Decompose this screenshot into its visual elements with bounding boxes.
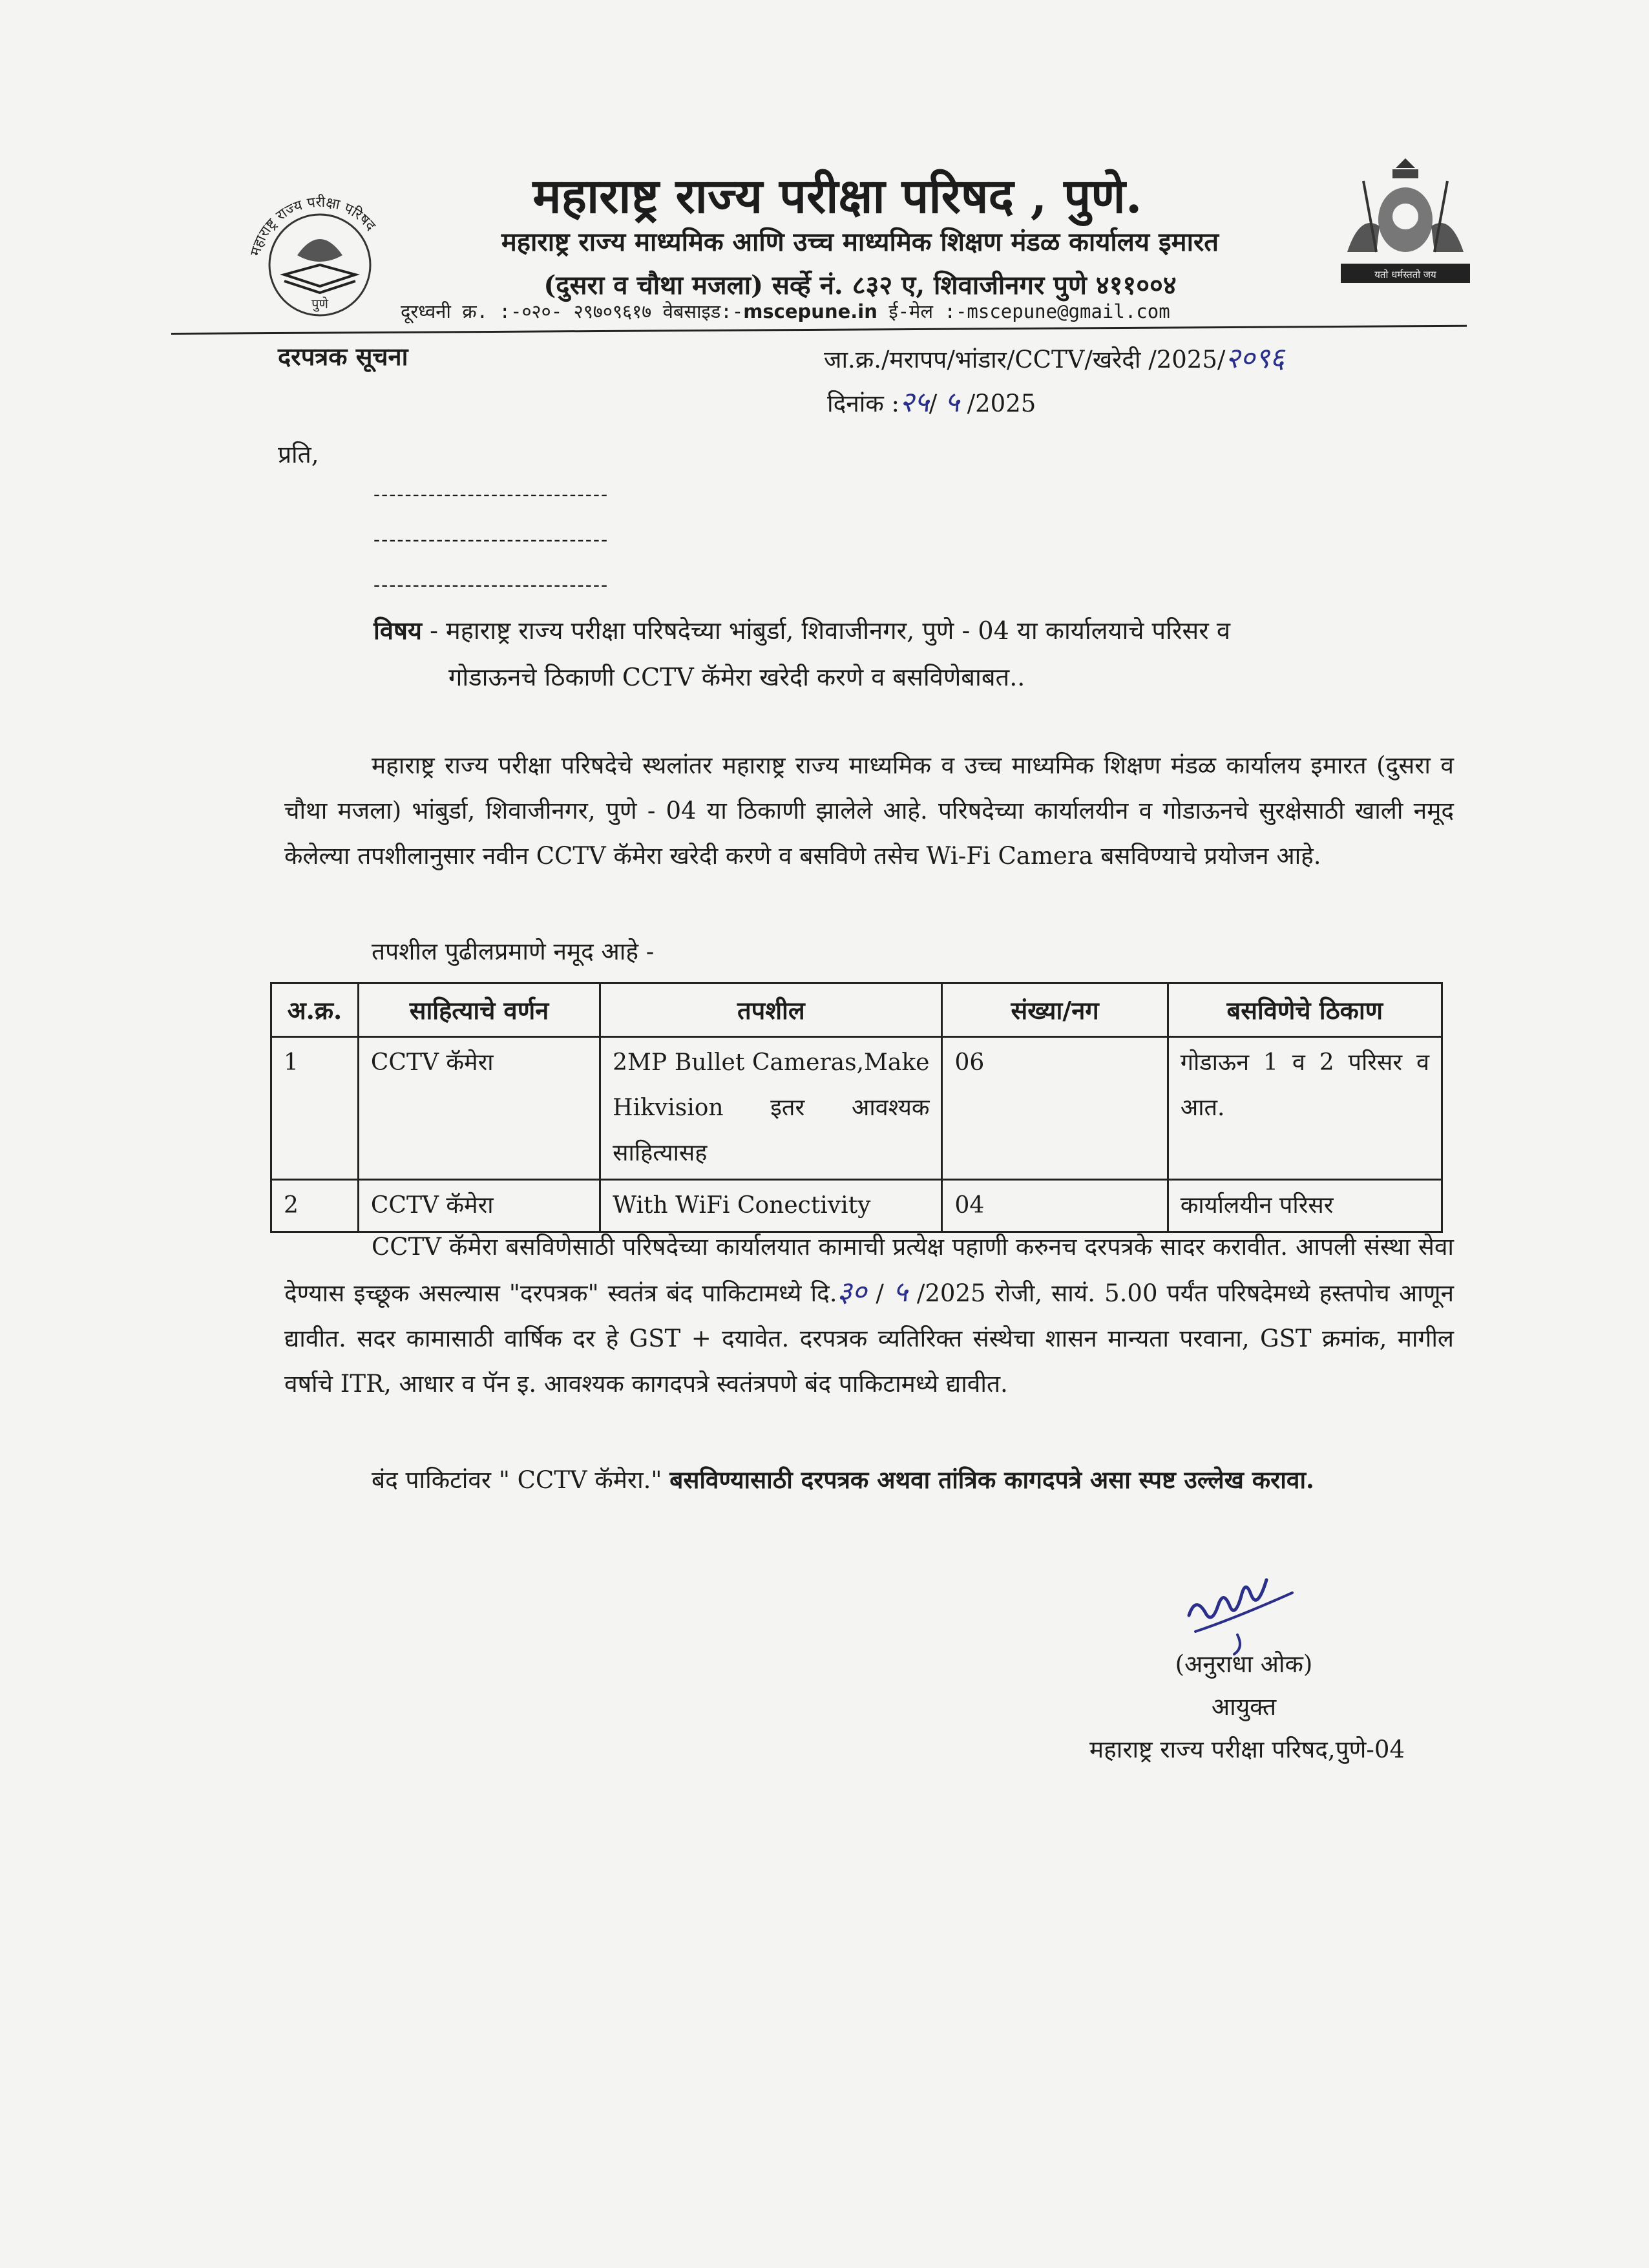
body-paragraph-4 [284,1457,1454,1503]
table-row [271,1037,1442,1180]
subject-line-2: गोडाऊनचे ठिकाणी CCTV कॅमेरा खरेदी करणे व बसविणेबाबत.. [448,663,1025,691]
para4-text-a: बंद पाकिटांवर " CCTV कॅमेरा." [372,1466,670,1494]
logo-city-text: पुणे [311,296,328,311]
table-cell: 1 [271,1037,359,1180]
table-cell: 2 [271,1180,359,1232]
letter-date: दिनांक :२५/ ५ /2025 [827,386,1036,419]
date-month: ५ [945,386,960,419]
signatory-designation: आयुक्त [1211,1693,1277,1721]
phone-text: दूरध्वनी क्र. :-०२०- २९७०९६१७ वेबसाइड:- [401,300,744,322]
logo-arc-text: महाराष्ट्र राज्य परीक्षा परिषद [247,194,379,258]
contact-line [401,299,1170,324]
items-table [270,982,1443,1233]
table-cell: 04 [942,1180,1168,1232]
table-header-cell: संख्या/नग [942,983,1168,1037]
table-cell: कार्यालयीन परिसर [1168,1180,1442,1232]
signatory-office: महाराष्ट्र राज्य परीक्षा परिषद,पुणे-04 [1089,1736,1405,1763]
table-header-cell: अ.क्र. [271,983,359,1037]
body-paragraph-2: तपशील पुढीलप्रमाणे नमूद आहे - [372,938,655,965]
subject-label: विषय [373,616,422,645]
table-cell: 06 [942,1037,1168,1180]
deadline-day: ३० [837,1276,867,1308]
recipient-blank-line-3: ------------------------------ [373,574,609,596]
reference-number [824,337,1285,376]
deadline-month: ५ [892,1276,908,1308]
recipient-blank-line-2: ------------------------------ [373,529,609,551]
email-label: ई-मेल :- [877,300,967,322]
body-paragraph-1: महाराष्ट्र राज्य परीक्षा परिषदेचे स्थलांतर महाराष्ट्र राज्य माध्यमिक व उच्च माध्यमिक शिक्षण मंडळ कार्यालय इमारत (दुसरा व चौथा मजला) भांबुर्डा, शिवाजीनगर, पुणे - 04 या ठिकाणी झालेले आहे. परिषदेच्या कार्यालयीन व गोडाऊनचे सुरक्षेसाठी खाली नमूद केलेल्या तपशीलानुसार नवीन CCTV कॅमेरा खरेदी करणे व बसविणे तसेच Wi-Fi Camera बसविण्याचे प्रयोजन आहे. [284,751,1454,870]
signatory-name: (अनुराधा ओक) [1175,1650,1313,1678]
table-cell: CCTV कॅमेरा [358,1180,600,1232]
body-paragraph-3: CCTV कॅमेरा बसविणेसाठी परिषदेच्या कार्यालयात कामाची प्रत्येक्ष पहाणी करुनच दरपत्रके सादर करावीत. आपली संस्था सेवा देण्यास इच्छूक असल्यास "दरपत्रक" स्वतंत्र बंद पाकिटामध्ये दि.३० / ५ /2025 रोजी, सायं. 5.00 पर्यंत परिषदेमध्ये हस्तपोच आणून द्यावीत. सदर कामासाठी वार्षिक दर हे GST + दयावेत. दरपत्रक व्यतिरिक्त संस्थेचा शासन मान्यता परवाना, GST क्रमांक, मागील वर्षाचे ITR, आधार व पॅन इ. आवश्यक कागदपत्रे स्वतंत्रपणे बंद पाकिटामध्ये द्यावीत. [284,1233,1454,1398]
para3-text-a: CCTV कॅमेरा बसविणेसाठी परिषदेच्या कार्यालयात कामाची प्रत्येक्ष पहाणी करुनच दरपत्रके सादर करावीत. आपली संस्था सेवा देण्यास इच्छूक असल्यास "दरपत्रक" स्वतंत्र बंद पाकिटामध्ये दि. [284,1233,1454,1307]
table-header-cell: तपशील [600,983,942,1037]
office-address-line: (दुसरा व चौथा मजला) सर्व्हे नं. ८३२ ए, शिवाजीनगर पुणे ४११००४ [543,270,1177,300]
recipient-blank-line-1: ------------------------------ [373,483,609,506]
table-header-cell: बसविणेचे ठिकाण [1168,983,1442,1037]
recipient-label: प्रति, [278,441,319,468]
ref-handwritten-number: २०९६ [1225,342,1285,375]
table-cell: CCTV कॅमेरा [358,1037,600,1180]
table-cell: गोडाऊन 1 व 2 परिसर व आत. [1168,1037,1442,1180]
header-divider [171,325,1467,335]
para4-text-bold: बसविण्यासाठी दरपत्रक अथवा तांत्रिक कागदपत्रे असा स्पष्ट उल्लेख करावा. [669,1465,1314,1494]
notice-heading: दरपत्रक सूचना [278,342,408,371]
date-label: दिनांक : [827,390,899,417]
table-header-cell: साहित्याचे वर्णन [358,983,600,1037]
subject-block [373,607,1459,700]
website-link[interactable]: mscepune.in [743,300,877,322]
office-building-line: महाराष्ट्र राज्य माध्यमिक आणि उच्च माध्यमिक शिक्षण मंडळ कार्यालय इमारत [501,227,1219,257]
emblem-motto: यतो धर्मस्ततो जय [1374,269,1436,280]
date-year: /2025 [967,390,1036,417]
subject-line-1: - महाराष्ट्र राज्य परीक्षा परिषदेच्या भांबुर्डा, शिवाजीनगर, पुणे - 04 या कार्यालयाचे परिसर व [421,616,1230,645]
table-cell: 2MP Bullet Cameras,Make Hikvision इतर आवश्यक साहित्यासह [600,1037,942,1180]
email-link[interactable]: mscepune@gmail.com [967,300,1170,322]
para3-text-b: /2025 रोजी, सायं. 5.00 पर्यंत परिषदेमध्ये हस्तपोच आणून द्यावीत. सदर कामासाठी वार्षिक दर हे GST + दयावेत. दरपत्रक व्यतिरिक्त संस्थेचा शासन मान्यता परवाना, GST क्रमांक, मागील वर्षाचे ITR, आधार व पॅन इ. आवश्यक कागदपत्रे स्वतंत्रपणे बंद पाकिटामध्ये द्यावीत. [284,1279,1454,1398]
ref-prefix: जा.क्र./मरापप/भांडार/CCTV/खरेदी /2025/ [824,346,1226,373]
table-header-row [271,983,1442,1037]
date-day: २५ [899,386,929,419]
office-title: महाराष्ट्र राज्य परीक्षा परिषद , पुणे. [532,169,1142,224]
table-cell: With WiFi Conectivity [600,1180,942,1232]
